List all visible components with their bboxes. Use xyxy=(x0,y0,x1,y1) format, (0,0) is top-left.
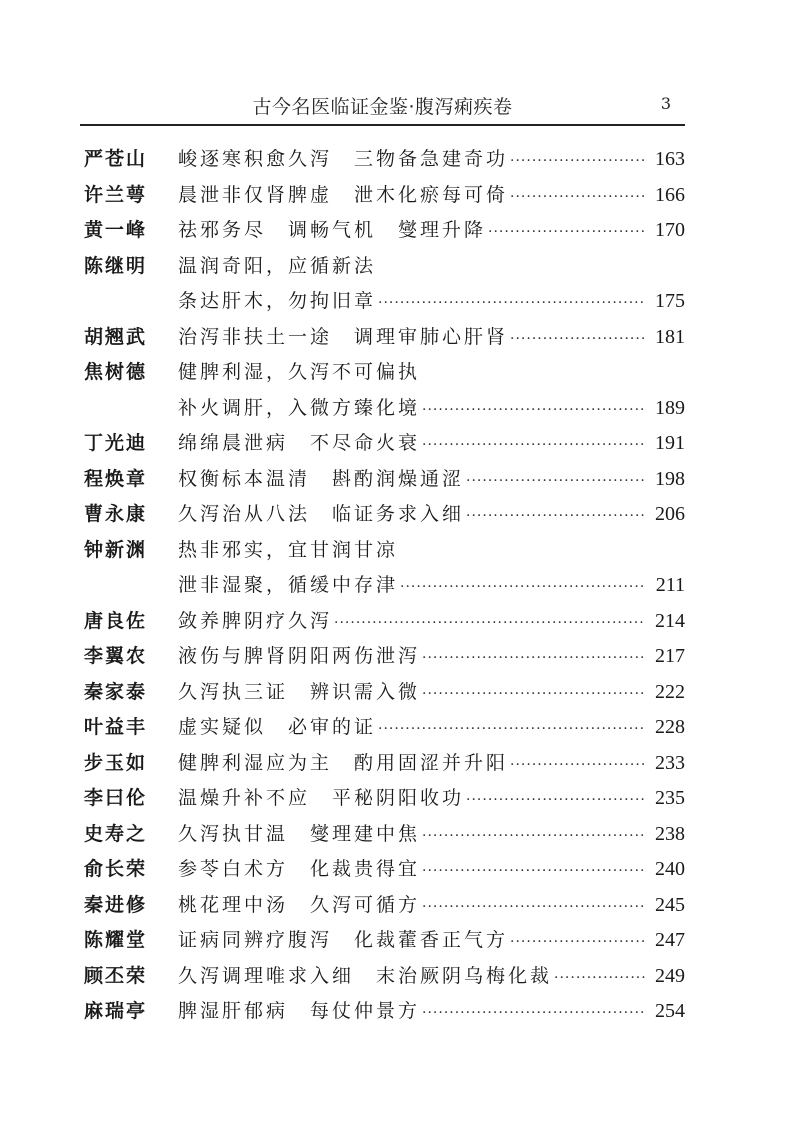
dot-leader xyxy=(378,714,645,744)
entry-page-number: 238 xyxy=(655,822,685,845)
entry-page-number: 198 xyxy=(655,467,685,490)
entry-title: 久泻治从八法 临证务求入细 xyxy=(178,503,465,525)
entry-page-number: 191 xyxy=(655,432,685,454)
entry-page-number: 222 xyxy=(655,680,685,703)
header-rule xyxy=(80,124,685,126)
entry-title: 绵绵晨泄病 不尽命火衰 xyxy=(178,432,421,454)
entry-title: 晨泄非仅肾脾虚 泄木化瘀每可倚 xyxy=(178,183,509,206)
entry-page-number: 166 xyxy=(655,183,685,206)
entry-title-row xyxy=(178,677,685,709)
dot-leader xyxy=(554,963,645,993)
toc-entry[interactable] xyxy=(84,535,685,571)
toc-entry[interactable] xyxy=(84,677,685,713)
entry-title-row xyxy=(178,890,685,922)
entry-page-number: 163 xyxy=(655,148,685,170)
toc-entry[interactable] xyxy=(84,215,685,251)
dot-leader xyxy=(422,679,645,709)
dot-leader xyxy=(422,998,645,1028)
entry-title-row xyxy=(178,464,685,496)
dot-leader xyxy=(466,501,645,531)
entry-page-number: 175 xyxy=(655,290,685,312)
physician-name: 麻瑞亭 xyxy=(84,1000,148,1022)
dot-leader xyxy=(510,324,645,354)
entry-title-row xyxy=(178,783,685,815)
toc-entry[interactable] xyxy=(84,144,685,180)
entry-title-row xyxy=(178,996,685,1028)
physician-name: 步玉如 xyxy=(84,751,148,774)
entry-title: 峻逐寒积愈久泻 三物备急建奇功 xyxy=(178,148,509,170)
entry-title-row xyxy=(178,357,685,387)
entry-title-row xyxy=(178,641,685,673)
entry-title-row xyxy=(178,961,685,993)
physician-name: 陈耀堂 xyxy=(84,929,148,951)
entry-title-row xyxy=(178,180,685,212)
entry-page-number: 217 xyxy=(655,645,685,667)
entry-page-number: 249 xyxy=(655,964,685,987)
dot-leader xyxy=(510,750,645,780)
physician-name: 秦家泰 xyxy=(84,680,148,703)
dot-leader xyxy=(422,643,645,673)
dot-leader xyxy=(400,572,645,602)
dot-leader xyxy=(510,182,645,212)
toc-entry[interactable] xyxy=(84,890,685,926)
entry-page-number: 189 xyxy=(655,396,685,419)
entry-title: 久泻执三证 辨识需入微 xyxy=(178,680,421,703)
physician-name: 叶益丰 xyxy=(84,716,148,738)
entry-page-number: 247 xyxy=(655,929,685,951)
entry-page-number: 235 xyxy=(655,787,685,809)
entry-title-row xyxy=(178,144,685,176)
dot-leader xyxy=(422,856,645,886)
entry-title: 补火调肝，入微方臻化境 xyxy=(178,396,421,419)
toc-entry[interactable] xyxy=(84,357,685,393)
toc-entry[interactable] xyxy=(84,606,685,642)
entry-title-row xyxy=(178,499,685,531)
entry-title-row xyxy=(178,286,685,318)
entry-title-row xyxy=(178,570,685,602)
physician-name: 顾丕荣 xyxy=(84,964,148,987)
entry-title-row xyxy=(178,251,685,281)
entry-page-number: 170 xyxy=(655,219,685,241)
entry-page-number: 245 xyxy=(655,893,685,916)
entry-title: 证病同辨疗腹泻 化裁藿香正气方 xyxy=(178,929,509,951)
toc-entry[interactable] xyxy=(84,570,685,606)
dot-leader xyxy=(422,395,645,425)
physician-name: 秦进修 xyxy=(84,893,148,916)
toc-entry[interactable] xyxy=(84,925,685,961)
dot-leader xyxy=(378,288,645,318)
entry-title-row xyxy=(178,606,685,638)
toc-entry[interactable] xyxy=(84,712,685,748)
entry-page-number: 181 xyxy=(655,325,685,348)
toc-entry[interactable] xyxy=(84,748,685,784)
entry-title: 健脾利湿应为主 酌用固涩并升阳 xyxy=(178,751,509,774)
toc-entry[interactable] xyxy=(84,322,685,358)
entry-title: 液伤与脾肾阴阳两伤泄泻 xyxy=(178,645,421,667)
running-header xyxy=(80,92,685,124)
toc-entry[interactable] xyxy=(84,819,685,855)
entry-title-row xyxy=(178,748,685,780)
physician-name: 程焕章 xyxy=(84,467,148,490)
entry-page-number: 233 xyxy=(655,751,685,774)
toc-entry[interactable] xyxy=(84,996,685,1032)
entry-title: 权衡标本温清 斟酌润燥通涩 xyxy=(178,467,465,490)
entry-page-number: 211 xyxy=(655,574,685,596)
entry-title: 虚实疑似 必审的证 xyxy=(178,716,377,738)
physician-name: 严苍山 xyxy=(84,148,148,170)
physician-name: 许兰萼 xyxy=(84,183,148,206)
entry-title: 泄非湿聚，循缓中存津 xyxy=(178,574,399,596)
dot-leader xyxy=(422,430,645,460)
toc-entry[interactable] xyxy=(84,961,685,997)
entry-page-number: 214 xyxy=(655,609,685,632)
physician-name: 黄一峰 xyxy=(84,219,148,241)
entry-title: 健脾利湿，久泻不可偏执 xyxy=(178,361,421,383)
entry-page-number: 240 xyxy=(655,858,685,880)
entry-page-number: 254 xyxy=(655,1000,685,1022)
entry-title: 温润奇阳，应循新法 xyxy=(178,254,377,277)
dot-leader xyxy=(488,217,645,247)
toc-entry[interactable] xyxy=(84,428,685,464)
entry-title-row xyxy=(178,393,685,425)
physician-name: 李翼农 xyxy=(84,645,148,667)
dot-leader xyxy=(334,608,645,638)
physician-name: 李曰伦 xyxy=(84,787,148,809)
dot-leader xyxy=(510,146,645,176)
toc-entry[interactable] xyxy=(84,641,685,677)
table-of-contents xyxy=(84,144,685,1032)
physician-name: 丁光迪 xyxy=(84,432,148,454)
toc-entry[interactable] xyxy=(84,393,685,429)
toc-entry[interactable] xyxy=(84,499,685,535)
toc-entry[interactable] xyxy=(84,783,685,819)
toc-entry[interactable] xyxy=(84,286,685,322)
physician-name: 唐良佐 xyxy=(84,609,148,632)
dot-leader xyxy=(510,927,645,957)
toc-entry[interactable] xyxy=(84,464,685,500)
toc-entry[interactable] xyxy=(84,180,685,216)
entry-title: 热非邪实，宜甘润甘凉 xyxy=(178,538,399,561)
entry-title-row xyxy=(178,428,685,460)
entry-title: 敛养脾阴疗久泻 xyxy=(178,609,333,632)
entry-title: 脾湿肝郁病 每仗仲景方 xyxy=(178,1000,421,1022)
physician-name: 胡翘武 xyxy=(84,325,148,348)
entry-title: 温燥升补不应 平秘阴阳收功 xyxy=(178,787,465,809)
entry-title-row xyxy=(178,925,685,957)
entry-title-row xyxy=(178,322,685,354)
entry-title: 治泻非扶土一途 调理审肺心肝肾 xyxy=(178,325,509,348)
entry-title: 久泻调理唯求入细 末治厥阴乌梅化裁 xyxy=(178,964,553,987)
physician-name: 钟新渊 xyxy=(84,538,148,561)
physician-name: 焦树德 xyxy=(84,361,148,383)
entry-title: 久泻执甘温 燮理建中焦 xyxy=(178,822,421,845)
entry-page-number: 228 xyxy=(655,716,685,738)
dot-leader xyxy=(422,821,645,851)
dot-leader xyxy=(466,466,645,496)
physician-name: 曹永康 xyxy=(84,503,148,525)
physician-name: 俞长荣 xyxy=(84,858,148,880)
book-title: 古今名医临证金鉴·腹泻痢疾卷 xyxy=(252,96,513,118)
entry-title: 桃花理中汤 久泻可循方 xyxy=(178,893,421,916)
entry-title-row xyxy=(178,535,685,565)
dot-leader xyxy=(422,892,645,922)
entry-title-row xyxy=(178,819,685,851)
entry-title-row xyxy=(178,854,685,886)
dot-leader xyxy=(466,785,645,815)
toc-entry[interactable] xyxy=(84,854,685,890)
physician-name: 陈继明 xyxy=(84,254,148,277)
entry-title: 祛邪务尽 调畅气机 燮理升降 xyxy=(178,219,487,241)
entry-title: 条达肝木，勿拘旧章 xyxy=(178,290,377,312)
entry-title-row xyxy=(178,215,685,247)
entry-page-number: 206 xyxy=(655,503,685,525)
physician-name: 史寿之 xyxy=(84,822,148,845)
page-number: 3 xyxy=(660,94,671,113)
toc-entry[interactable] xyxy=(84,251,685,287)
entry-title: 参苓白术方 化裁贵得宜 xyxy=(178,858,421,880)
entry-title-row xyxy=(178,712,685,744)
